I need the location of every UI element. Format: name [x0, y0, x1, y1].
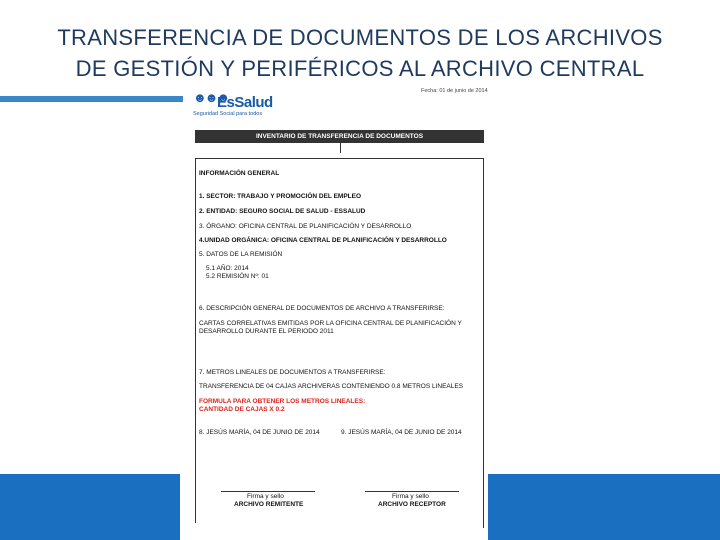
- place-date-right: 9. JESÚS MARÍA, 04 DE JUNIO DE 2014: [341, 429, 462, 436]
- document-reference: Fecha: 01 de junio de 2014: [421, 88, 488, 94]
- remission-number: 5.2 REMISIÓN Nº: 01: [206, 273, 269, 280]
- linear-meters-value: TRANSFERENCIA DE 04 CAJAS ARCHIVERAS CONTENIENDO 0.8 METROS LINEALES: [199, 383, 464, 390]
- essalud-logo: [193, 90, 283, 120]
- accent-bar-bottom-right: [488, 474, 720, 540]
- description-label: 6. DESCRIPCIÓN GENERAL DE DOCUMENTOS DE ARCHIVO A TRANSFERIRSE:: [199, 305, 445, 312]
- field-entity: 2. ENTIDAD: SEGURO SOCIAL DE SALUD - ESSALUD: [199, 208, 366, 215]
- formula-line-2: CANTIDAD DE CAJAS X 0.2: [199, 406, 285, 413]
- document-image: [185, 86, 488, 532]
- signature-left-label: Firma y sello: [247, 493, 284, 500]
- divider: [195, 158, 196, 523]
- slide-title: [0, 22, 720, 84]
- signature-right-office: ARCHIVO RECEPTOR: [378, 501, 446, 508]
- divider: [340, 143, 341, 153]
- divider: [195, 158, 483, 159]
- field-unit: 4.UNIDAD ORGÁNICA: OFICINA CENTRAL DE PLANIFICACIÓN Y DESARROLLO: [199, 237, 447, 244]
- field-organ: 3. ÓRGANO: OFICINA CENTRAL DE PLANIFICACIÓN Y DESARROLLO: [199, 223, 412, 230]
- place-date-left: 8. JESÚS MARÍA, 04 DE JUNIO DE 2014: [199, 429, 320, 436]
- form-title: INVENTARIO DE TRANSFERENCIA DE DOCUMENTOS: [195, 130, 484, 143]
- accent-bar-bottom-left: [0, 474, 180, 540]
- linear-meters-label: 7. METROS LINEALES DE DOCUMENTOS A TRANSFERIRSE:: [199, 369, 386, 376]
- divider: [483, 158, 484, 528]
- slide-title-line-1: TRANSFERENCIA DE DOCUMENTOS DE LOS ARCHIVOS: [57, 25, 663, 50]
- description-line-1: CARTAS CORRELATIVAS EMITIDAS POR LA OFICINA CENTRAL DE PLANIFICACIÓN Y: [199, 320, 462, 327]
- field-remission-data: 5. DATOS DE LA REMISIÓN: [199, 251, 283, 258]
- logo-text: EsSalud: [217, 94, 273, 111]
- signature-line-left: [221, 491, 315, 492]
- people-icon: ☻☻☻: [193, 90, 229, 105]
- accent-bar-top: [0, 96, 183, 102]
- remission-year: 5.1 AÑO: 2014: [206, 265, 249, 272]
- signature-right-label: Firma y sello: [392, 493, 429, 500]
- signature-line-right: [365, 491, 459, 492]
- slide-title-line-2: DE GESTIÓN Y PERIFÉRICOS AL ARCHIVO CENTRAL: [75, 56, 645, 81]
- logo-subtitle: Seguridad Social para todos: [193, 111, 263, 117]
- field-sector: 1. SECTOR: TRABAJO Y PROMOCIÓN DEL EMPLEO: [199, 193, 362, 200]
- formula-line-1: FORMULA PARA OBTENER LOS METROS LINEALES:: [199, 398, 366, 405]
- general-info-heading: INFORMACIÓN GENERAL: [199, 170, 280, 177]
- description-line-2: DESARROLLO DURANTE EL PERIODO 2011: [199, 328, 334, 335]
- signature-left-office: ARCHIVO REMITENTE: [234, 501, 304, 508]
